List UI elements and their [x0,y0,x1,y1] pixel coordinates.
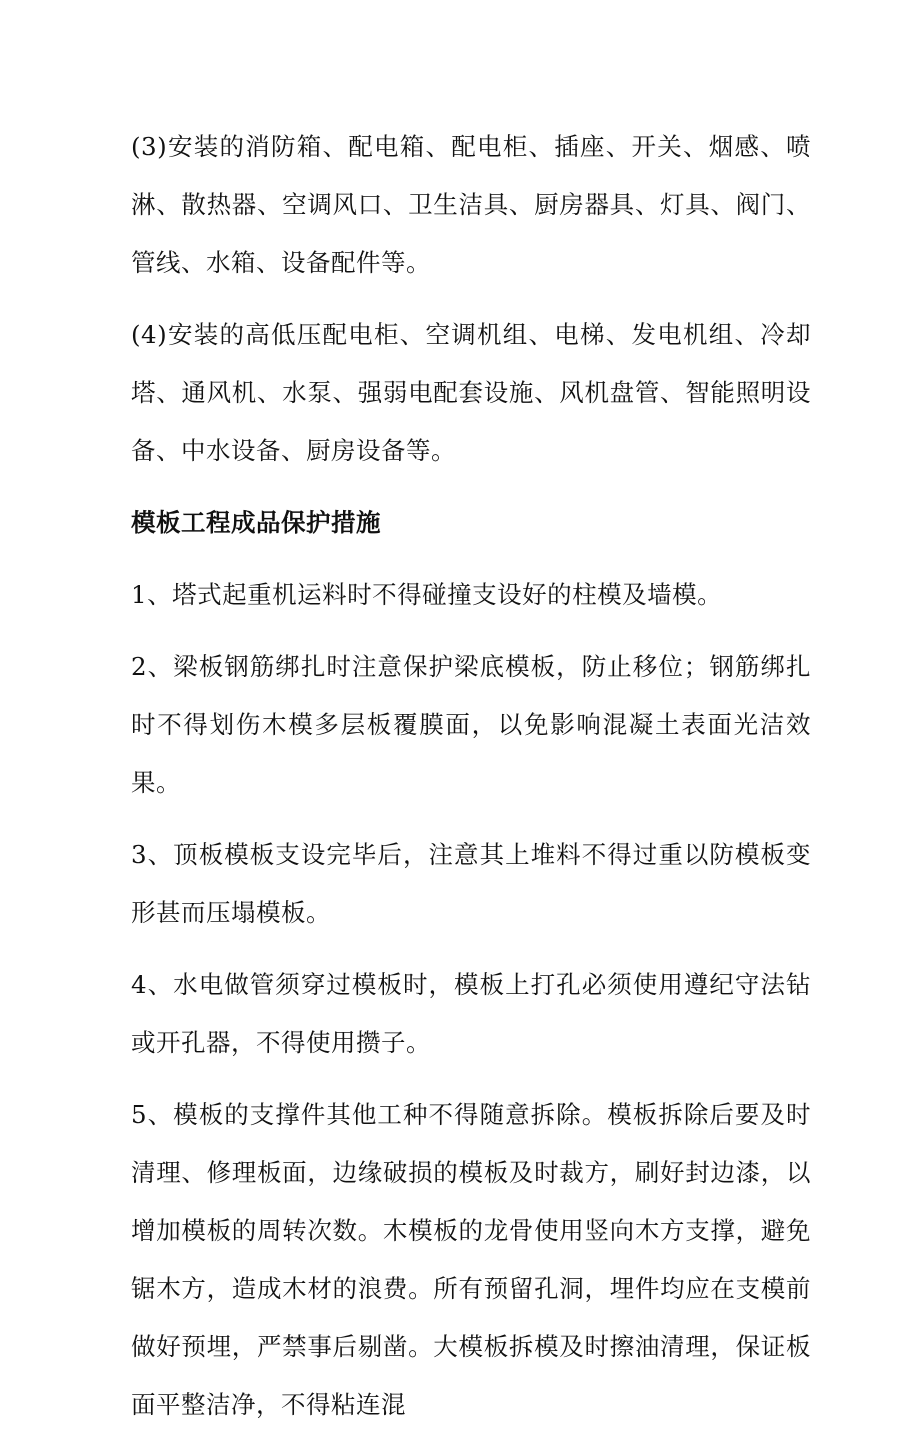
list-item-2: 2、梁板钢筋绑扎时注意保护梁底模板，防止移位；钢筋绑扎时不得划伤木模多层板覆膜面，以免影响混凝土表面光洁效果。 [131,652,811,797]
paragraph-installed-fixtures: (3)安装的消防箱、配电箱、配电柜、插座、开关、烟感、喷淋、散热器、空调风口、卫生洁具、厨房器具、灯具、阀门、管线、水箱、设备配件等。 [131,132,811,277]
list-item-5: 5、模板的支撑件其他工种不得随意拆除。模板拆除后要及时清理、修理板面，边缘破损的模板及时裁方，刷好封边漆，以增加模板的周转次数。木模板的龙骨使用竖向木方支撑，避免锯木方，造成木材的浪费。所有预留孔洞，埋件均应在支模前做好预埋，严禁事后剔凿。大模板拆模及时擦油清理，保证板面平整洁净，不得粘连混 [131,1100,811,1419]
list-item-3: 3、顶板模板支设完毕后，注意其上堆料不得过重以防模板变形甚而压塌模板。 [131,840,811,927]
document-page [131,118,811,1448]
list-item-1: 1、塔式起重机运料时不得碰撞支设好的柱模及墙模。 [131,580,723,609]
paragraph-installed-equipment: (4)安装的高低压配电柜、空调机组、电梯、发电机组、冷却塔、通风机、水泵、强弱电配套设施、风机盘管、智能照明设备、中水设备、厨房设备等。 [131,320,811,465]
section-heading: 模板工程成品保护措施 [131,508,381,537]
list-item-4: 4、水电做管须穿过模板时，模板上打孔必须使用遵纪守法钻或开孔器，不得使用攒子。 [131,970,811,1057]
